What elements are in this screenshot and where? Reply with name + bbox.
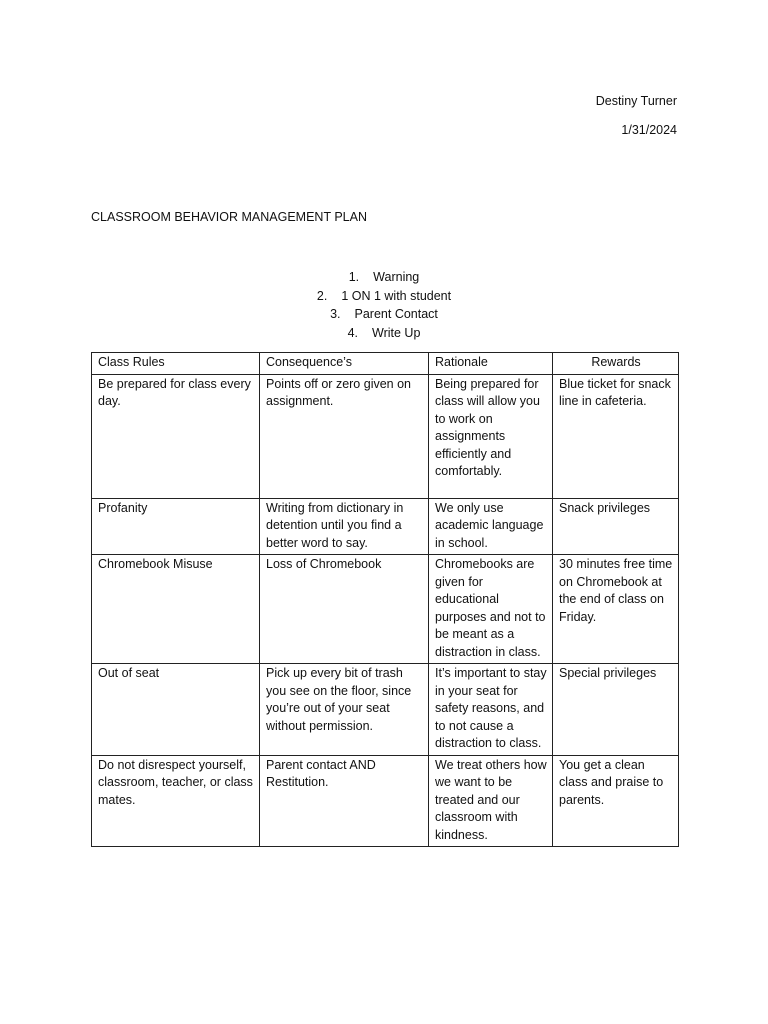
- header-rationale: Rationale: [429, 353, 553, 375]
- cell-rationale: Chromebooks are given for educational purposes and not to be meant as a distraction in class.: [429, 555, 553, 664]
- step-item: [0, 287, 768, 306]
- step-label: Warning: [373, 270, 420, 284]
- cell-class-rule: Be prepared for class every day.: [92, 374, 260, 498]
- table-row: [92, 664, 679, 756]
- cell-consequence: Parent contact AND Restitution.: [260, 755, 429, 847]
- step-number: 4.: [347, 325, 359, 340]
- header-consequences: Consequence’s: [260, 353, 429, 375]
- step-label: 1 ON 1 with student: [341, 288, 452, 303]
- cell-class-rule: Do not disrespect yourself, classroom, teacher, or class mates.: [92, 755, 260, 847]
- step-item: [0, 268, 768, 287]
- table-header-row: [92, 353, 679, 375]
- cell-class-rule: Chromebook Misuse: [92, 555, 260, 664]
- cell-reward: 30 minutes free time on Chromebook at the end of class on Friday.: [553, 555, 679, 664]
- step-item: [0, 324, 768, 343]
- header-class-rules: Class Rules: [92, 353, 260, 375]
- cell-class-rule: Out of seat: [92, 664, 260, 756]
- cell-reward: Snack privileges: [553, 498, 679, 555]
- table-row: [92, 755, 679, 847]
- cell-rationale: It’s important to stay in your seat for safety reasons, and to not cause a distraction to class.: [429, 664, 553, 756]
- cell-rationale: Being prepared for class will allow you to work on assignments efficiently and comfortably.: [429, 374, 553, 498]
- cell-consequence: Writing from dictionary in detention until you find a better word to say.: [260, 498, 429, 555]
- consequence-steps-list: [0, 268, 768, 342]
- table-row: [92, 555, 679, 664]
- author-name: Destiny Turner: [595, 94, 677, 108]
- step-number: 2.: [316, 288, 328, 303]
- document-title: CLASSROOM BEHAVIOR MANAGEMENT PLAN: [91, 210, 367, 224]
- cell-reward: You get a clean class and praise to parents.: [553, 755, 679, 847]
- step-label: Parent Contact: [354, 307, 438, 321]
- cell-class-rule: Profanity: [92, 498, 260, 555]
- cell-consequence: Loss of Chromebook: [260, 555, 429, 664]
- cell-reward: Blue ticket for snack line in cafeteria.: [553, 374, 679, 498]
- behavior-rules-table: [91, 352, 679, 847]
- table-row: [92, 498, 679, 555]
- cell-rationale: We treat others how we want to be treated and our classroom with kindness.: [429, 755, 553, 847]
- table-row: [92, 374, 679, 498]
- step-label: Write Up: [372, 325, 421, 340]
- step-item: [0, 305, 768, 324]
- cell-reward: Special privileges: [553, 664, 679, 756]
- cell-rationale: We only use academic language in school.: [429, 498, 553, 555]
- step-number: 1.: [348, 270, 360, 284]
- header-rewards: Rewards: [553, 353, 679, 375]
- cell-consequence: Points off or zero given on assignment.: [260, 374, 429, 498]
- cell-consequence: Pick up every bit of trash you see on the floor, since you’re out of your seat without permission.: [260, 664, 429, 756]
- step-number: 3.: [330, 307, 341, 321]
- document-date: 1/31/2024: [621, 123, 677, 137]
